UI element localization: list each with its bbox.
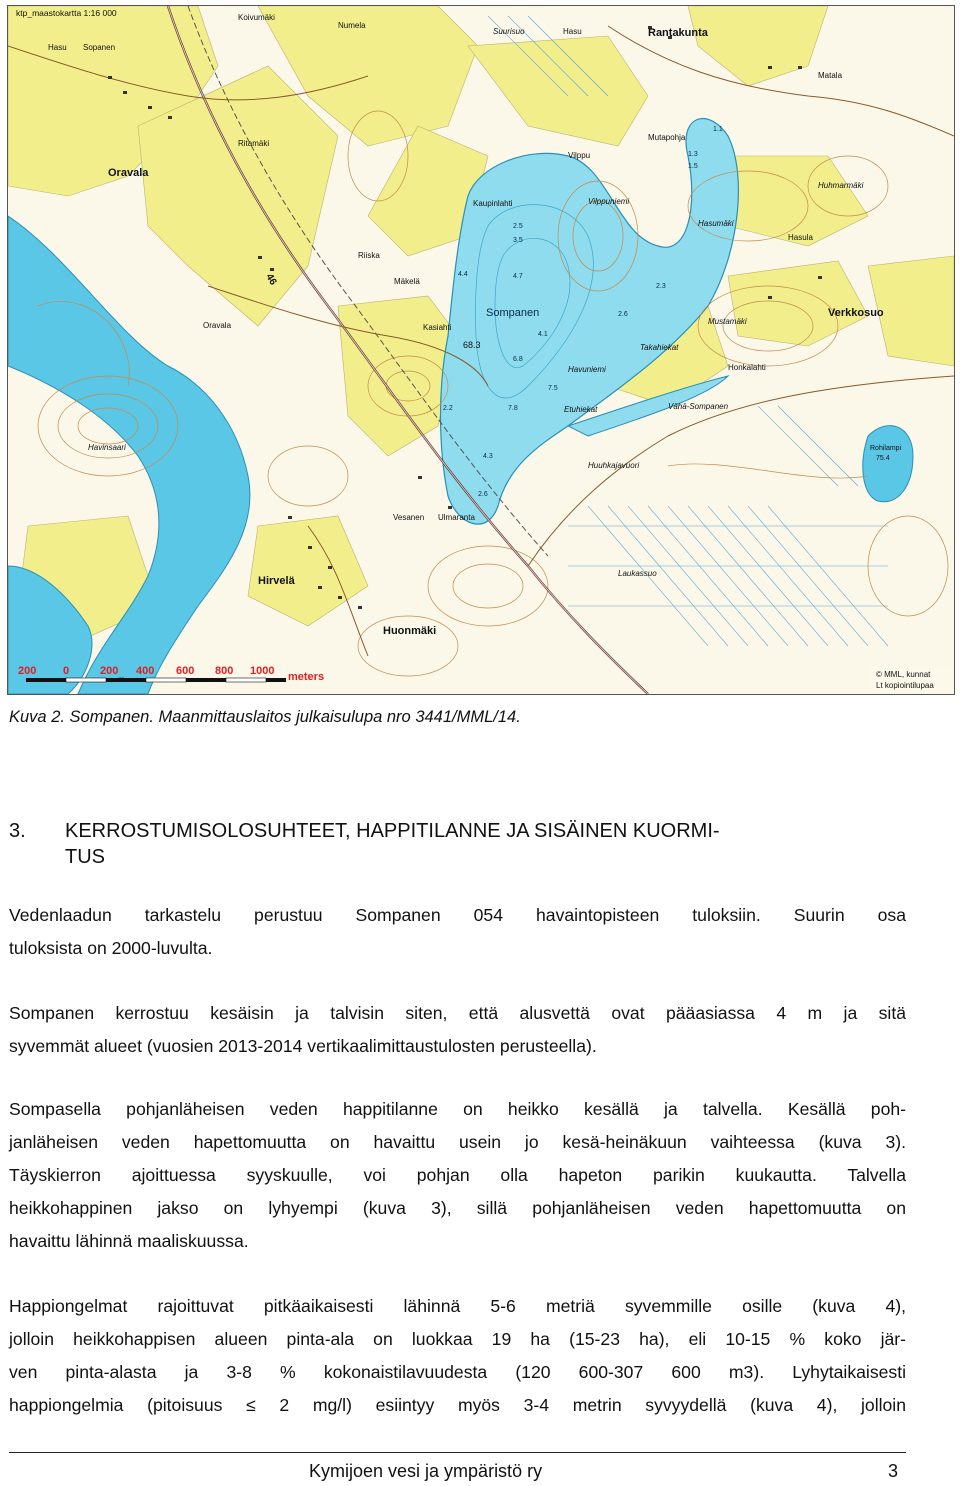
label-suurisuo: Suurisuo	[493, 27, 525, 36]
section-number: 3.	[9, 820, 26, 842]
paragraph-1	[9, 899, 906, 965]
topographic-map	[7, 5, 955, 695]
label-rantakunta: Rantakunta	[648, 27, 708, 39]
svg-text:6.8: 6.8	[513, 356, 523, 363]
label-mustamaki: Mustamäki	[708, 317, 747, 326]
paragraph-line: Sompasella pohjanläheisen veden happitilanne on heikko kesällä ja talvella. Kesällä poh-	[9, 1099, 906, 1119]
label-kasiahti: Kasiahti	[423, 323, 452, 332]
section-title-line-2: TUS	[65, 846, 105, 868]
label-hasu: Hasu	[48, 43, 67, 52]
svg-text:4.1: 4.1	[538, 331, 548, 338]
svg-text:7.5: 7.5	[548, 385, 558, 392]
label-sopanen: Sopanen	[83, 43, 116, 52]
svg-text:Lt kopiointilupaa: Lt kopiointilupaa	[876, 681, 934, 690]
label-makela: Mäkelä	[394, 277, 420, 286]
label-ritamaki: Ritamäki	[238, 139, 270, 148]
svg-text:800: 800	[215, 665, 234, 677]
section-title-line-1: KERROSTUMISOLOSUHTEET, HAPPITILANNE JA SISÄINEN KUORMI-	[65, 820, 720, 842]
label-ulmaranta: Ulmaranta	[438, 513, 475, 522]
svg-text:4.4: 4.4	[458, 271, 468, 278]
label-koivumaki: Koivumäki	[238, 13, 275, 22]
label-vaha-sompanen: Vähä-Sompanen	[668, 402, 729, 411]
label-hasula: Hasula	[788, 233, 813, 242]
label-hasumaki: Hasumäki	[698, 219, 734, 228]
label-huuhkajavuori: Huuhkajavuori	[588, 461, 640, 470]
label-huonmaki: Huonmäki	[383, 625, 437, 637]
paragraph-line: Sompanen kerrostuu kesäisin ja talvisin siten, että alusvettä ovat pääasiassa 4 m ja sitä	[9, 1003, 906, 1023]
paragraph-line: ven pinta-alasta ja 3-8 % kokonaistilavuudesta (120 600-307 600 m3). Lyhytaikaisesti	[9, 1362, 906, 1382]
svg-text:2.3: 2.3	[656, 283, 666, 290]
label-oravala2: Oravala	[203, 321, 232, 330]
footer-title: Kymijoen vesi ja ympäristö ry	[309, 1461, 543, 1481]
svg-text:600: 600	[176, 665, 195, 677]
label-huhmarmaki: Huhmarmäki	[818, 181, 864, 190]
map-copyright	[868, 666, 952, 692]
paragraph-line: Täyskierron ajoittuessa syyskuulle, voi pohjan olla hapeton parikin kuukautta. Talvella	[9, 1165, 906, 1185]
label-rohilampi-depth: 75.4	[876, 455, 890, 462]
paragraph-line: tuloksista on 2000-luvulta.	[9, 938, 213, 958]
svg-text:200: 200	[18, 665, 37, 677]
paragraph-line: jolloin heikkohappisen alueen pinta-ala on luokkaa 19 ha (15-23 ha), eli 10-15 % koko jär-	[9, 1329, 906, 1349]
paragraph-line: happiongelmia (pitoisuus ≤ 2 mg/l) esiintyy myös 3-4 metrin syvyydellä (kuva 4), jolloin	[9, 1395, 906, 1415]
label-mutapohja: Mutapohja	[648, 133, 686, 142]
label-rohilampi: Rohilampi	[870, 445, 902, 452]
svg-text:0: 0	[63, 665, 70, 677]
label-hasu2: Hasu	[563, 27, 582, 36]
svg-text:2.6: 2.6	[618, 311, 628, 318]
paragraph-2	[9, 997, 906, 1063]
label-havinsaari: Havinsaari	[88, 443, 126, 452]
map-title-stamp: ktp_maastokartta 1:16 000	[16, 8, 117, 18]
label-sompanen: Sompanen	[486, 307, 540, 319]
label-depth-main: 68.3	[463, 340, 481, 350]
label-laukassuo: Laukassuo	[618, 569, 657, 578]
svg-text:1.5: 1.5	[688, 163, 698, 170]
paragraph-4	[9, 1290, 906, 1422]
svg-text:1.3: 1.3	[688, 151, 698, 158]
label-vilppuniemi: Vilppuniemi	[588, 197, 630, 206]
paragraph-line: syvemmät alueet (vuosien 2013-2014 vertikaalimittaustulosten perusteella).	[9, 1036, 597, 1056]
label-takahiekat: Takahiekat	[640, 343, 679, 352]
svg-text:4.3: 4.3	[483, 453, 493, 460]
paragraph-line: janläheisen veden hapettomuutta on havaittu usein jo kesä-heinäkuun vaihteessa (kuva 3).	[9, 1132, 906, 1152]
paragraph-line: Happiongelmat rajoittuvat pitkäaikaisesti lähinnä 5-6 metriä syvemmille osille (kuva 4),	[9, 1296, 906, 1316]
svg-text:meters: meters	[288, 671, 325, 683]
page-number: 3	[888, 1461, 899, 1481]
paragraph-line: havaittu lähinnä maaliskuussa.	[9, 1231, 249, 1251]
svg-text:2.6: 2.6	[478, 491, 488, 498]
footer-divider	[9, 1452, 906, 1453]
label-numela: Numela	[338, 21, 366, 30]
label-kaupinlahti: Kaupinlahti	[473, 199, 513, 208]
label-riiska: Riiska	[358, 251, 380, 260]
label-oravala: Oravala	[108, 167, 149, 179]
svg-text:1.1: 1.1	[713, 126, 723, 133]
svg-text:4.7: 4.7	[513, 273, 523, 280]
svg-text:2.2: 2.2	[443, 405, 453, 412]
label-route: 46	[263, 272, 279, 288]
svg-text:2.5: 2.5	[513, 223, 523, 230]
paragraph-3	[9, 1093, 906, 1258]
section-heading	[9, 818, 939, 870]
label-verkkosuo: Verkkosuo	[828, 307, 884, 319]
svg-text:© MML, kunnat: © MML, kunnat	[876, 670, 931, 679]
label-honkalahti: Honkalahti	[728, 363, 766, 372]
label-etuhiekat: Etuhiekat	[564, 405, 598, 414]
svg-text:400: 400	[136, 665, 155, 677]
figure-caption: Kuva 2. Sompanen. Maanmittauslaitos julkaisulupa nro 3441/MML/14.	[9, 708, 521, 726]
label-havuniemi: Havuniemi	[568, 365, 606, 374]
label-matala: Matala	[818, 71, 843, 80]
paragraph-line: Vedenlaadun tarkastelu perustuu Sompanen 054 havaintopisteen tuloksiin. Suurin osa	[9, 905, 906, 925]
paragraph-line: heikkohappinen jakso on lyhyempi (kuva 3), sillä pohjanläheisen veden hapettomuutta on	[9, 1198, 906, 1218]
svg-text:1000: 1000	[250, 665, 275, 677]
svg-text:200: 200	[100, 665, 119, 677]
label-vilppu: Vilppu	[568, 151, 591, 160]
label-vesanen: Vesanen	[393, 513, 425, 522]
label-hirvela: Hirvelä	[258, 575, 295, 587]
svg-text:3.5: 3.5	[513, 237, 523, 244]
svg-text:m: m	[118, 675, 125, 684]
svg-text:7.8: 7.8	[508, 405, 518, 412]
